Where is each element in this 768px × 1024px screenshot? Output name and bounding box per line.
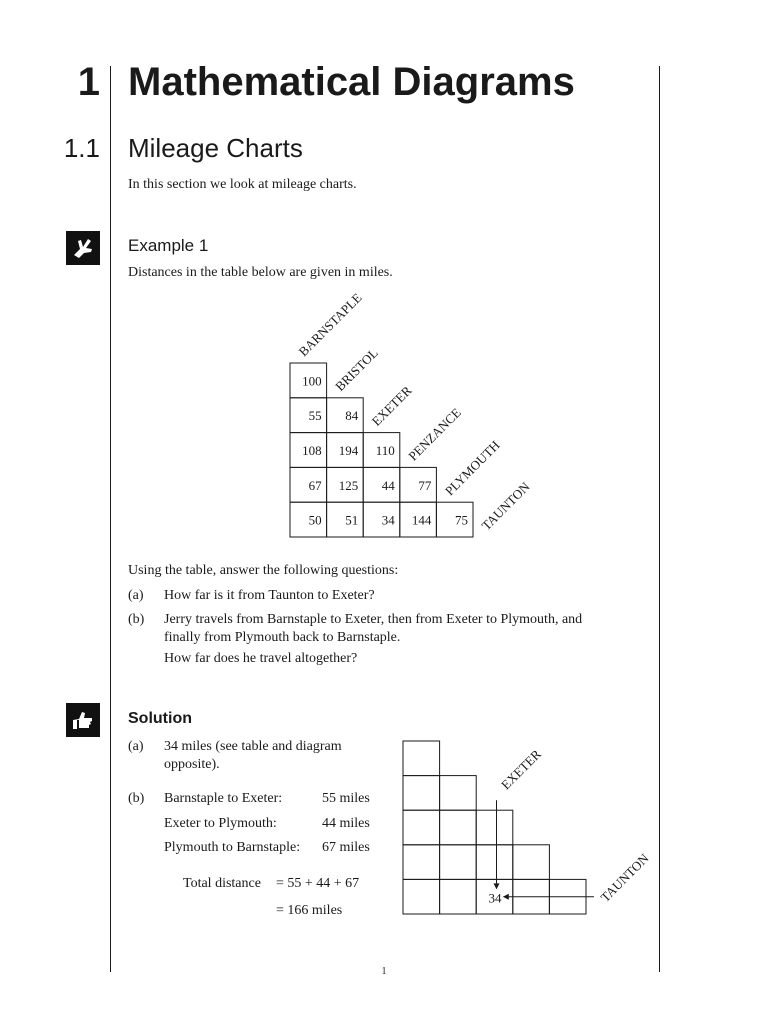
leg-1-route: Barnstaple to Exeter:: [164, 791, 283, 806]
mileage-value-r2-c2: 84: [345, 408, 359, 424]
mileage-value-r4-c3: 44: [381, 477, 395, 493]
solution-a-label: (a): [128, 739, 144, 754]
solution-a-line2: opposite).: [164, 757, 220, 772]
diagram-cell-r4-c1: [403, 845, 440, 880]
section-number: 1.1: [63, 133, 100, 163]
section-intro: In this section we look at mileage charts.: [128, 177, 357, 192]
questions-intro: Using the table, answer the following questions:: [128, 563, 399, 578]
diagram-cell-r1-c1: [403, 741, 440, 776]
diagram-cell-r5-c1: [403, 879, 440, 914]
exeter-arrow-head: [494, 883, 500, 889]
diagram-cell-r5-c2: [440, 879, 477, 914]
diagram-cell-r3-c1: [403, 810, 440, 845]
diagram-taunton-label: TAUNTON: [597, 850, 652, 905]
mileage-value-r1-c1: 100: [302, 373, 322, 389]
page-number: 1: [381, 966, 387, 977]
mileage-value-r5-c3: 34: [381, 512, 395, 528]
question-b-line3: How far does he travel altogether?: [164, 651, 358, 666]
total-distance-expression: = 55 + 44 + 67: [276, 876, 360, 891]
diagram-cell-r2-c2: [440, 776, 477, 811]
town-label-exeter: EXETER: [368, 382, 415, 429]
leg-3-route: Plymouth to Barnstaple:: [164, 840, 301, 855]
town-label-plymouth: PLYMOUTH: [441, 437, 503, 499]
chapter-number: 1: [77, 60, 100, 104]
town-label-barnstaple: BARNSTAPLE: [295, 290, 365, 360]
question-b-line1: Jerry travels from Barnstaple to Exeter, then from Exeter to Plymouth, and: [164, 612, 583, 627]
solution-heading: Solution: [128, 710, 192, 727]
chapter-title: Mathematical Diagrams: [128, 60, 575, 104]
total-distance-label: Total distance: [183, 876, 261, 891]
question-a-label: (a): [128, 588, 144, 603]
mileage-value-r5-c5: 75: [455, 512, 468, 528]
mileage-value-r3-c1: 108: [302, 443, 322, 458]
solution-a-line1: 34 miles (see table and diagram: [164, 739, 342, 754]
mileage-value-r5-c4: 144: [411, 512, 432, 528]
town-label-penzance: PENZANCE: [405, 404, 464, 464]
mileage-value-r3-c2: 194: [338, 443, 359, 458]
diagram-cell-r3-c2: [440, 810, 477, 845]
leg-2-miles: 44 miles: [322, 816, 370, 831]
mileage-value-r4-c1: 67: [308, 477, 322, 493]
diagram-exeter-label: EXETER: [498, 746, 544, 793]
question-b-label: (b): [128, 612, 145, 627]
diagram-cell-r4-c2: [440, 845, 477, 880]
diagram-cell-r4-c3: [476, 845, 513, 880]
solution-b-label: (b): [128, 791, 145, 806]
leg-2-route: Exeter to Plymouth:: [164, 816, 277, 831]
mileage-value-r4-c2: 125: [338, 477, 359, 493]
diagram-cell-r4-c4: [513, 845, 550, 880]
diagram-cell-r3-c3: [476, 810, 513, 845]
mileage-value-r2-c1: 55: [308, 408, 322, 424]
town-label-bristol: BRISTOL: [332, 345, 381, 394]
diagram-cell-r2-c1: [403, 776, 440, 811]
taunton-arrow-head: [503, 894, 509, 900]
question-b-line2: finally from Plymouth back to Barnstaple.: [164, 630, 401, 645]
example-description: Distances in the table below are given in miles.: [128, 265, 393, 280]
total-distance-result: = 166 miles: [276, 903, 343, 918]
leg-3-miles: 67 miles: [322, 840, 370, 855]
section-title: Mileage Charts: [128, 133, 303, 163]
diagram-value: 34: [488, 890, 502, 906]
question-a-text: How far is it from Taunton to Exeter?: [164, 588, 375, 603]
mileage-value-r3-c3: 110: [375, 443, 395, 458]
mileage-value-r4-c4: 77: [418, 477, 432, 493]
town-label-taunton: TAUNTON: [478, 478, 533, 534]
example-heading: Example 1: [128, 236, 209, 255]
mileage-value-r5-c1: 50: [308, 512, 322, 528]
mileage-value-r5-c2: 51: [345, 512, 359, 528]
leg-1-miles: 55 miles: [322, 791, 370, 806]
